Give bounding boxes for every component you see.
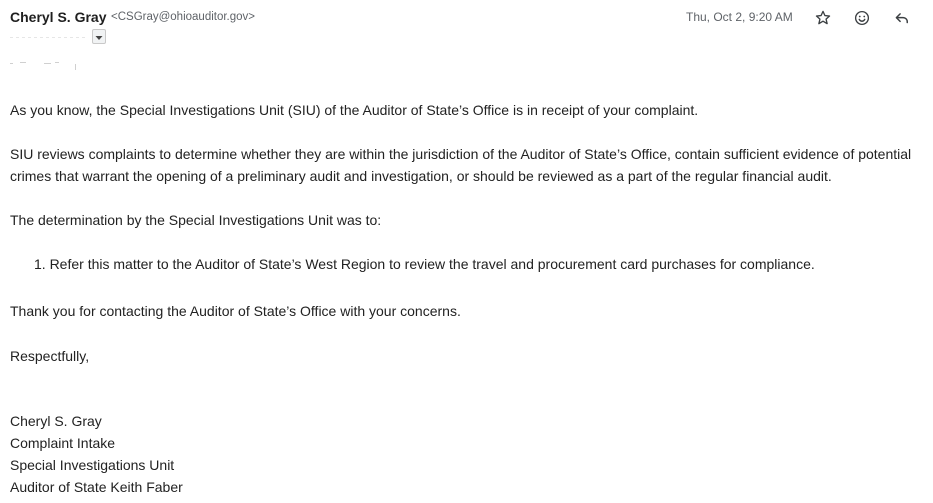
list-item: 1. Refer this matter to the Auditor of State’s West Region to review the travel and procurement card purchases for compliance. [34, 256, 815, 272]
body-paragraph-determination: The determination by the Special Investigations Unit was to: [10, 212, 382, 228]
signature-unit: Special Investigations Unit [10, 457, 175, 473]
body-paragraph-intro: As you know, the Special Investigations Unit (SIU) of the Auditor of State’s Office is in receipt of your complaint. [10, 102, 699, 118]
closing-text: Respectfully, [10, 348, 90, 364]
signature-name: Cheryl S. Gray [10, 413, 102, 429]
signature-title: Complaint Intake [10, 435, 116, 451]
body-paragraph-review: SIU reviews complaints to determine whether they are within the jurisdiction of the Auditor of State’s Office, contain sufficient evidence of potential crimes that warrant the opening of a preliminary audit and investigation, or should be reviewed as a part of the regular financial audit. [10, 146, 912, 184]
star-button[interactable] [812, 8, 834, 28]
star-icon [814, 9, 832, 27]
redacted-line [10, 62, 78, 70]
chevron-down-icon [95, 28, 103, 46]
email-timestamp[interactable]: Thu, Oct 2, 9:20 AM [686, 10, 793, 24]
add-reaction-button[interactable] [851, 8, 873, 28]
show-details-button[interactable] [92, 29, 106, 44]
body-paragraph-thanks: Thank you for contacting the Auditor of State’s Office with your concerns. [10, 303, 461, 319]
reply-button[interactable] [891, 8, 913, 28]
email-signature [10, 410, 183, 498]
reply-icon [893, 9, 911, 27]
recipient-row [10, 29, 110, 45]
redacted-recipient [10, 37, 86, 38]
sender-name[interactable]: Cheryl S. Gray [10, 9, 107, 25]
email-header [10, 8, 933, 28]
emoji-reaction-icon [853, 9, 871, 27]
sender-email[interactable]: <CSGray@ohioauditor.gov> [111, 11, 256, 23]
signature-office: Auditor of State Keith Faber [10, 479, 183, 495]
